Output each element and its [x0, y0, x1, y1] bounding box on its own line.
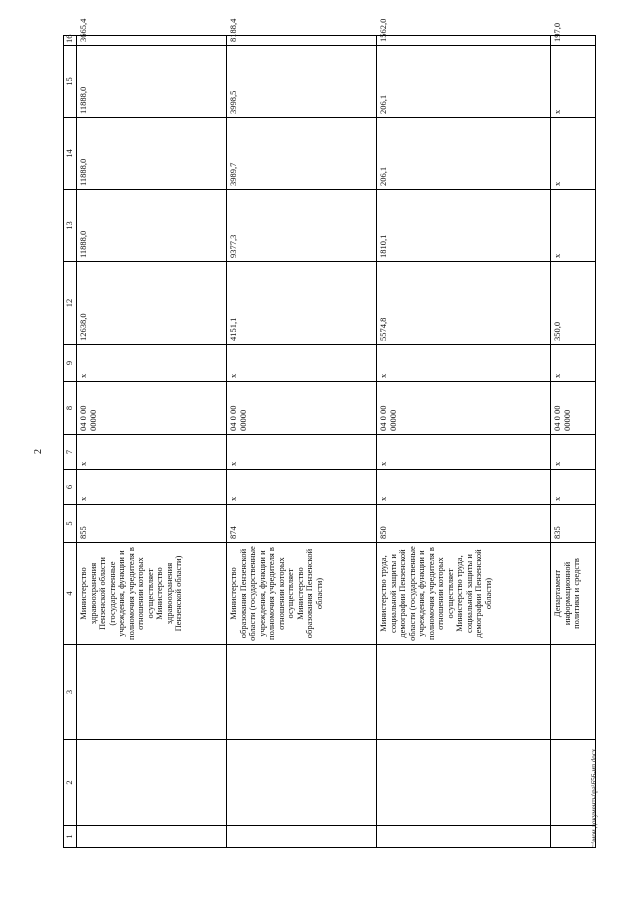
cell-amount: 9377,3 [227, 190, 377, 262]
cell-code: 874 [227, 505, 377, 543]
column-number: 8 [64, 382, 77, 435]
page-number: 2 [33, 449, 44, 454]
column-number: 5 [64, 505, 77, 543]
column-number: 16 [64, 36, 77, 46]
cell-code: 850 [377, 505, 551, 543]
column-number: 2 [64, 740, 77, 826]
cell-amount: 8188,4 [227, 36, 377, 46]
column-number: 12 [64, 262, 77, 345]
cell: х [227, 470, 377, 505]
column-number: 3 [64, 645, 77, 740]
table-row [551, 36, 596, 848]
cell-amount: 11888,0 [77, 46, 227, 118]
cell-amount: 350,0 [551, 262, 596, 345]
cell-amount: х [551, 46, 596, 118]
cell-amount: 5574,8 [377, 262, 551, 345]
cell: х [77, 345, 227, 382]
cell: х [77, 470, 227, 505]
cell-amount: 197,0 [551, 36, 596, 46]
recipient-name: Департамент информационной политики и средств [551, 543, 596, 645]
cell-amount: 206,1 [377, 46, 551, 118]
table-row [77, 36, 227, 848]
column-number: 14 [64, 118, 77, 190]
cell: х [377, 345, 551, 382]
cell-amount: х [551, 118, 596, 190]
cell-program-code: 04 0 00 00000 [77, 382, 227, 435]
cell: х [227, 345, 377, 382]
cell-program-code: 04 0 00 00000 [227, 382, 377, 435]
cell: х [77, 435, 227, 470]
cell-amount: 11888,0 [77, 118, 227, 190]
cell-amount: 3998,5 [227, 46, 377, 118]
cell: х [551, 345, 596, 382]
column-number: 1 [64, 826, 77, 848]
cell: х [227, 435, 377, 470]
cell-amount: 4151,1 [227, 262, 377, 345]
table-row [377, 36, 551, 848]
cell: х [377, 470, 551, 505]
cell-code: 855 [77, 505, 227, 543]
cell-amount: 1810,1 [377, 190, 551, 262]
cell-program-code: 04 0 00 00000 [551, 382, 596, 435]
cell-code: 835 [551, 505, 596, 543]
cell-amount: 206,1 [377, 118, 551, 190]
cell-amount: 1562,0 [377, 36, 551, 46]
column-number-row [64, 36, 77, 848]
column-number: 7 [64, 435, 77, 470]
cell-amount: х [551, 190, 596, 262]
recipient-name: Министерство образования Пензенской области (государственные учреждения, функции и полномочия учредителя в отношении которых осуществляет Министерство образования Пензенской области) [227, 543, 377, 645]
table-row [227, 36, 377, 848]
cell-amount: 3665,4 [77, 36, 227, 46]
cell-amount: 12638,0 [77, 262, 227, 345]
cell: х [551, 435, 596, 470]
budget-table [63, 18, 596, 848]
cell-program-code: 04 0 00 00000 [377, 382, 551, 435]
recipient-name: Министерство здравоохранения Пензенской области (государственные учреждения, функции и полномочия учредителя в отношении которых осуществляет Министерство здравоохранения Пензенской области) [77, 543, 227, 645]
cell-amount: 3989,7 [227, 118, 377, 190]
cell: х [377, 435, 551, 470]
column-number: 15 [64, 46, 77, 118]
column-number: 4 [64, 543, 77, 645]
column-number: 9 [64, 345, 77, 382]
recipient-name: Министерство труда, социальной защиты и демографии Пензенской области (государственные учреждения, функции и полномочия учредителя в отношении которых осуществляет Министерство труда, социальной защиты и демографии Пензенской области) [377, 543, 551, 645]
column-number: 13 [64, 190, 77, 262]
landscape-page [63, 18, 594, 848]
column-number: 6 [64, 470, 77, 505]
cell: х [551, 470, 596, 505]
footer-file-path: с:\мои документы\ра\656-ип.docx [590, 748, 598, 848]
cell-amount: 11888,0 [77, 190, 227, 262]
